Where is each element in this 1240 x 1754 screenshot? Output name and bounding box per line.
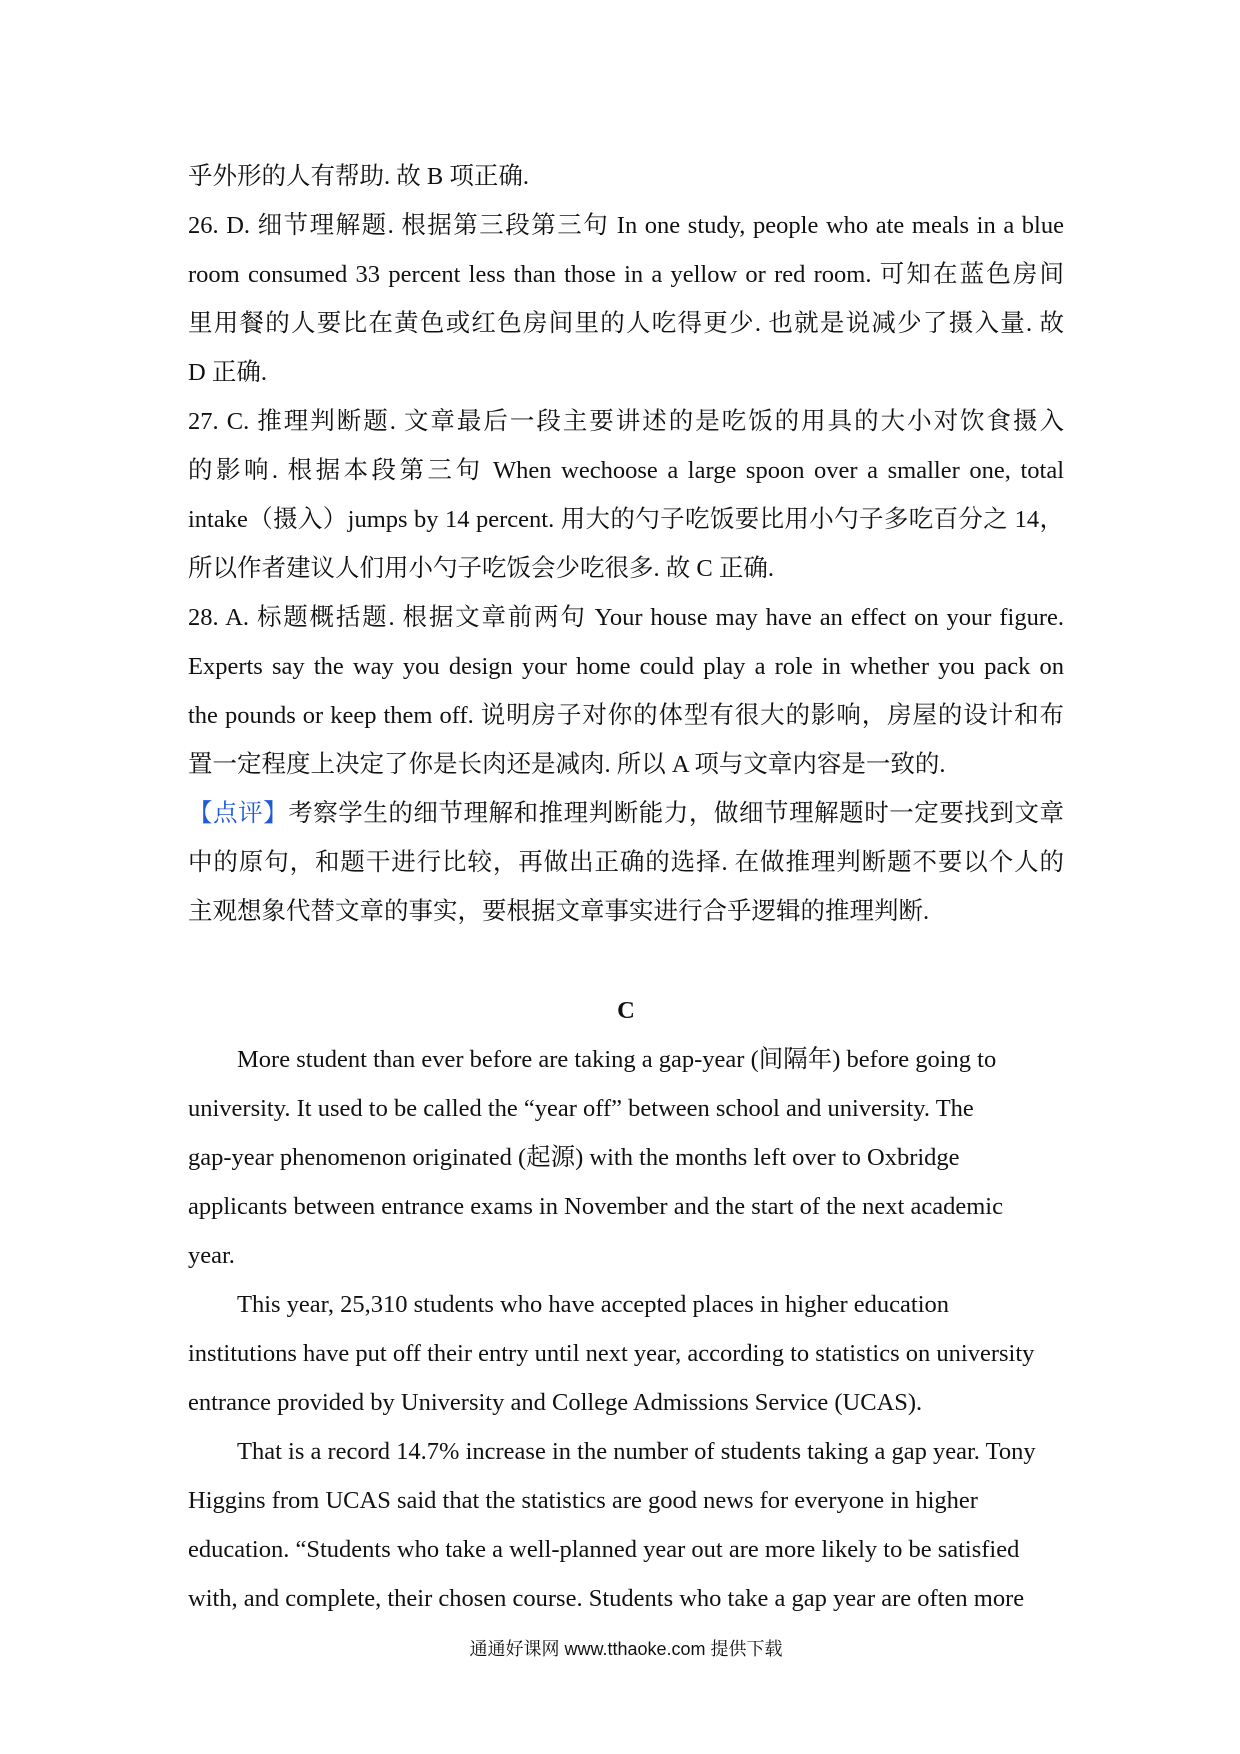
q27-explanation-line: 所以作者建议人们用小勺子吃饭会少吃很多. 故 C 正确.	[188, 555, 774, 582]
q27-explanation	[188, 397, 1064, 593]
q27-explanation-line: 27. C. 推理判断题. 文章最后一段主要讲述的是吃饭的用具的大小对饮食摄入	[188, 408, 1064, 435]
q26-explanation-line: 里用餐的人要比在黄色或红色房间里的人吃得更少. 也就是说减少了摄入量. 故	[188, 310, 1064, 337]
reading-passage	[188, 1035, 1064, 1623]
q28-explanation-line: the pounds or keep them off. 说明房子对你的体型有很大的影响，房屋的设计和布	[188, 702, 1064, 729]
q28-explanation-line: Experts say the way you design your home could play a role in whether you pack on	[188, 653, 1064, 680]
passage-paragraph-3	[188, 1427, 1064, 1623]
passage-line: Higgins from UCAS said that the statistics are good news for everyone in higher	[188, 1487, 978, 1514]
q26-explanation-line: D 正确.	[188, 359, 267, 386]
q28-explanation-line: 置一定程度上决定了你是长肉还是减肉. 所以 A 项与文章内容是一致的.	[188, 751, 946, 778]
passage-line: gap-year phenomenon originated (起源) with the months left over to Oxbridge	[188, 1144, 960, 1171]
passage-paragraph-1	[188, 1035, 1064, 1280]
q26-explanation-line: room consumed 33 percent less than those in a yellow or red room. 可知在蓝色房间	[188, 261, 1064, 288]
passage-line: applicants between entrance exams in November and the start of the next academic	[188, 1193, 1003, 1220]
passage-line: This year, 25,310 students who have accepted places in higher education	[237, 1291, 950, 1318]
passage-line: institutions have put off their entry until next year, according to statistics on university	[188, 1340, 1035, 1367]
q25-explanation-tail: 乎外形的人有帮助. 故 B 项正确.	[188, 163, 529, 190]
passage-line: university. It used to be called the “year off” between school and university. The	[188, 1095, 974, 1122]
comment-line: 中的原句，和题干进行比较，再做出正确的选择. 在做推理判断题不要以个人的	[188, 849, 1064, 876]
passage-line: More student than ever before are taking a gap-year (间隔年) before going to	[237, 1046, 997, 1073]
q28-explanation-line: 28. A. 标题概括题. 根据文章前两句 Your house may have an effect on your figure.	[188, 604, 1064, 631]
q26-explanation	[188, 201, 1064, 397]
passage-line: year.	[188, 1242, 235, 1269]
q26-explanation-line: 26. D. 细节理解题. 根据第三段第三句 In one study, people who ate meals in a blue	[188, 212, 1064, 239]
comment-line: 主观想象代替文章的事实，要根据文章事实进行合乎逻辑的推理判断.	[188, 898, 930, 925]
comment-section	[188, 789, 1064, 936]
page-footer: 通通好课网 www.tthaoke.com 提供下载	[469, 1639, 783, 1659]
passage-line: entrance provided by University and College Admissions Service (UCAS).	[188, 1389, 923, 1416]
passage-line: with, and complete, their chosen course. Students who take a gap year are often more	[188, 1585, 1025, 1612]
passage-line: That is a record 14.7% increase in the number of students taking a gap year. Tony	[237, 1438, 1036, 1465]
comment-tag: 【点评】	[188, 800, 289, 827]
q27-explanation-line: intake（摄入）jumps by 14 percent. 用大的勺子吃饭要比用小勺子多吃百分之 14，	[188, 506, 1064, 533]
passage-line: education. “Students who take a well-planned year out are more likely to be satisfied	[188, 1536, 1020, 1563]
answer-explanations	[188, 152, 1064, 936]
comment-text: 考察学生的细节理解和推理判断能力，做细节理解题时一定要找到文章	[288, 800, 1065, 827]
q27-explanation-line: 的影响. 根据本段第三句 When wechoose a large spoon over a smaller one, total	[188, 457, 1064, 484]
comment-line	[188, 789, 1064, 838]
passage-section-label: C	[617, 997, 635, 1024]
passage-paragraph-2	[188, 1280, 1064, 1427]
q28-explanation	[188, 593, 1064, 789]
